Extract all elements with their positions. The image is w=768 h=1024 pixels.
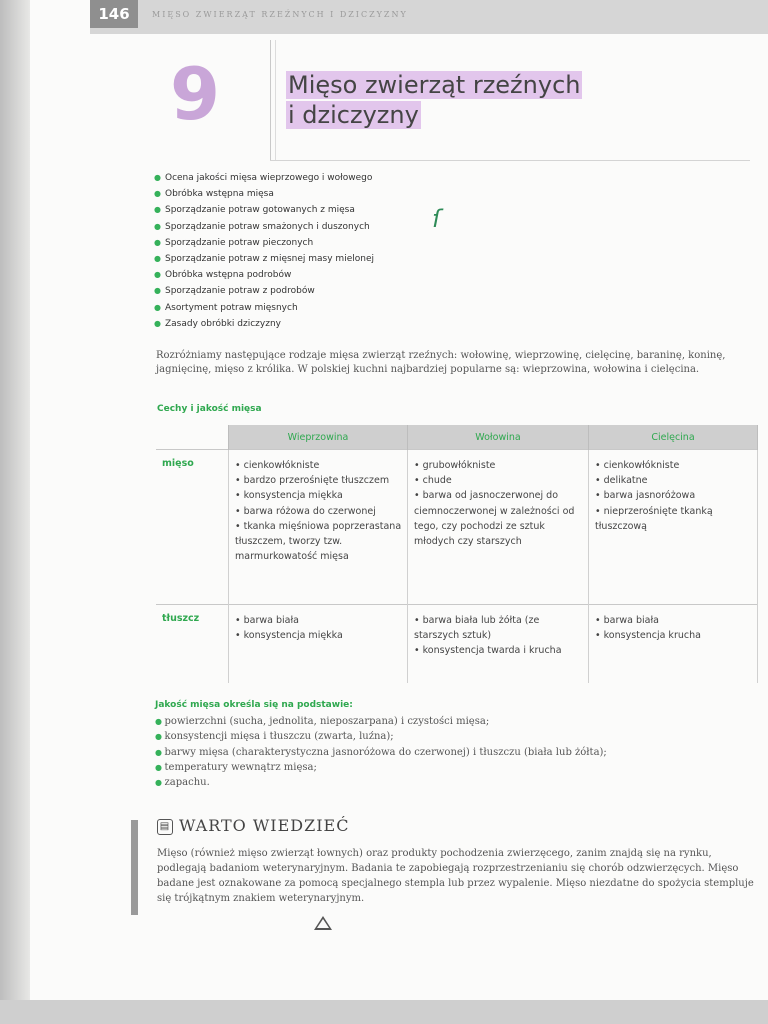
intro-text: Rozróżniamy następujące rodzaje mięsa zwierząt rzeźnych: wołowinę, wieprzowinę, cielęcinę, baraninę, koninę, jagnięcinę, mięso z królika. W polskiej kuchni najbardziej popularne są: wieprzowina, wołowina i cielęcina. [156, 350, 726, 375]
table-cell-item: • konsystencja krucha [595, 628, 753, 643]
table-cell-item: • cienkowłókniste [595, 458, 753, 473]
scan-bottom-band [0, 1000, 768, 1024]
table-header-row [156, 425, 758, 450]
chapter-divider [270, 40, 271, 160]
topic-item: ● Sporządzanie potraw pieczonych [154, 235, 374, 251]
table-cell-item: • chude [414, 473, 584, 488]
table-cell-item: • barwa biała lub żółta (ze starszych sztuk) [414, 613, 584, 643]
table-cell-item: • grubowłókniste [414, 458, 584, 473]
table-cell-item: • barwa biała [235, 613, 403, 628]
table-cell-item: • cienkowłókniste [235, 458, 403, 473]
table-header-empty [156, 425, 229, 450]
list-item: ● temperatury wewnątrz mięsa; [155, 760, 755, 775]
info-book-icon: ▤ [157, 819, 173, 835]
topic-item: ● Zasady obróbki dziczyzny [154, 316, 374, 332]
quality-basis-list [155, 714, 755, 790]
table-cell-item: • barwa od jasnoczerwonej do ciemnoczerwonej w zależności od tego, czy pochodzi ze sztuk młodych czy starszych [414, 488, 584, 549]
pen-mark: ſ [432, 205, 441, 233]
topic-item: ● Obróbka wstępna mięsa [154, 186, 374, 202]
warto-wiedziec-title [157, 816, 349, 835]
topic-item: ● Sporządzanie potraw z podrobów [154, 283, 374, 299]
topic-item: ● Sporządzanie potraw gotowanych z mięsa [154, 202, 374, 218]
scan-edge [0, 0, 30, 1024]
chapter-divider-secondary [275, 40, 276, 160]
chapter-title [286, 70, 582, 130]
triangle-stamp-icon [314, 916, 332, 930]
chapter-title-line2: i dziczyzny [288, 101, 419, 129]
table-cell [229, 450, 408, 605]
list-item: ● powierzchni (sucha, jednolita, nieposzarpana) i czystości mięsa; [155, 714, 755, 729]
table-cell-item: • barwa jasnoróżowa [595, 488, 753, 503]
topic-item: ● Ocena jakości mięsa wieprzowego i wołowego [154, 170, 374, 186]
table-cell [408, 450, 589, 605]
page-number: 146 [90, 0, 138, 28]
chapter-title-line1: Mięso zwierząt rzeźnych [288, 71, 581, 99]
table-cell-item: • konsystencja miękka [235, 628, 403, 643]
table-cell-item: • barwa biała [595, 613, 753, 628]
quality-table [156, 425, 758, 683]
table-header-beef: Wołowina [408, 425, 589, 450]
list-item: ● barwy mięsa (charakterystyczna jasnoróżowa do czerwonej) i tłuszczu (biała lub żółta); [155, 745, 755, 760]
table-cell [408, 605, 589, 683]
table-cell-item: • barwa różowa do czerwonej [235, 504, 403, 519]
table-cell-item: • konsystencja twarda i krucha [414, 643, 584, 658]
table-cell-item: • tkanka mięśniowa poprzerastana tłuszczem, tworzy tzw. marmurkowatość mięsa [235, 519, 403, 565]
quality-basis [155, 700, 755, 790]
list-item: ● konsystencji mięsa i tłuszczu (zwarta, luźna); [155, 729, 755, 744]
warto-wiedziec-title-text: WARTO WIEDZIEĆ [179, 816, 350, 835]
table-row [156, 605, 758, 683]
table-cell-item: • delikatne [595, 473, 753, 488]
table-cell [589, 450, 758, 605]
table-row [156, 450, 758, 605]
table-row-label: mięso [156, 450, 229, 605]
table-cell-item: • bardzo przerośnięte tłuszczem [235, 473, 403, 488]
warto-sidebar-bar [131, 820, 138, 915]
chapter-rule [270, 160, 750, 161]
topics-list [154, 170, 374, 332]
table-header-pork: Wieprzowina [229, 425, 408, 450]
running-head: MIĘSO ZWIERZĄT RZEŹNYCH I DZICZYZNY [152, 10, 408, 19]
quality-basis-heading: Jakość mięsa określa się na podstawie: [155, 700, 353, 710]
warto-wiedziec-text: Mięso (również mięso zwierząt łownych) oraz produkty pochodzenia zwierzęcego, zanim znajdą się na rynku, podlegają badaniom weterynaryjnym. Badania te zapobiegają rozprzestrzenianiu się chorób odzwierzęcych. Mięso badane jest oznakowane za pomocą specjalnego stempla lub przez wypalenie. Mięso niezdatne do spożycia stempluje się trójkątnym znakiem weterynaryjnym. [157, 848, 754, 904]
topic-item: ● Sporządzanie potraw smażonych i duszonych [154, 219, 374, 235]
table-header-veal: Cielęcina [589, 425, 758, 450]
topic-item: ● Obróbka wstępna podrobów [154, 267, 374, 283]
table-cell-item: • nieprzerośnięte tkanką tłuszczową [595, 504, 753, 534]
table-row-label: tłuszcz [156, 605, 229, 683]
chapter-number: 9 [170, 52, 221, 136]
table-cell [229, 605, 408, 683]
topic-item: ● Sporządzanie potraw z mięsnej masy mielonej [154, 251, 374, 267]
table-cell [589, 605, 758, 683]
table-section-title: Cechy i jakość mięsa [157, 404, 262, 414]
topic-item: ● Asortyment potraw mięsnych [154, 300, 374, 316]
table-cell-item: • konsystencja miękka [235, 488, 403, 503]
list-item: ● zapachu. [155, 775, 755, 790]
